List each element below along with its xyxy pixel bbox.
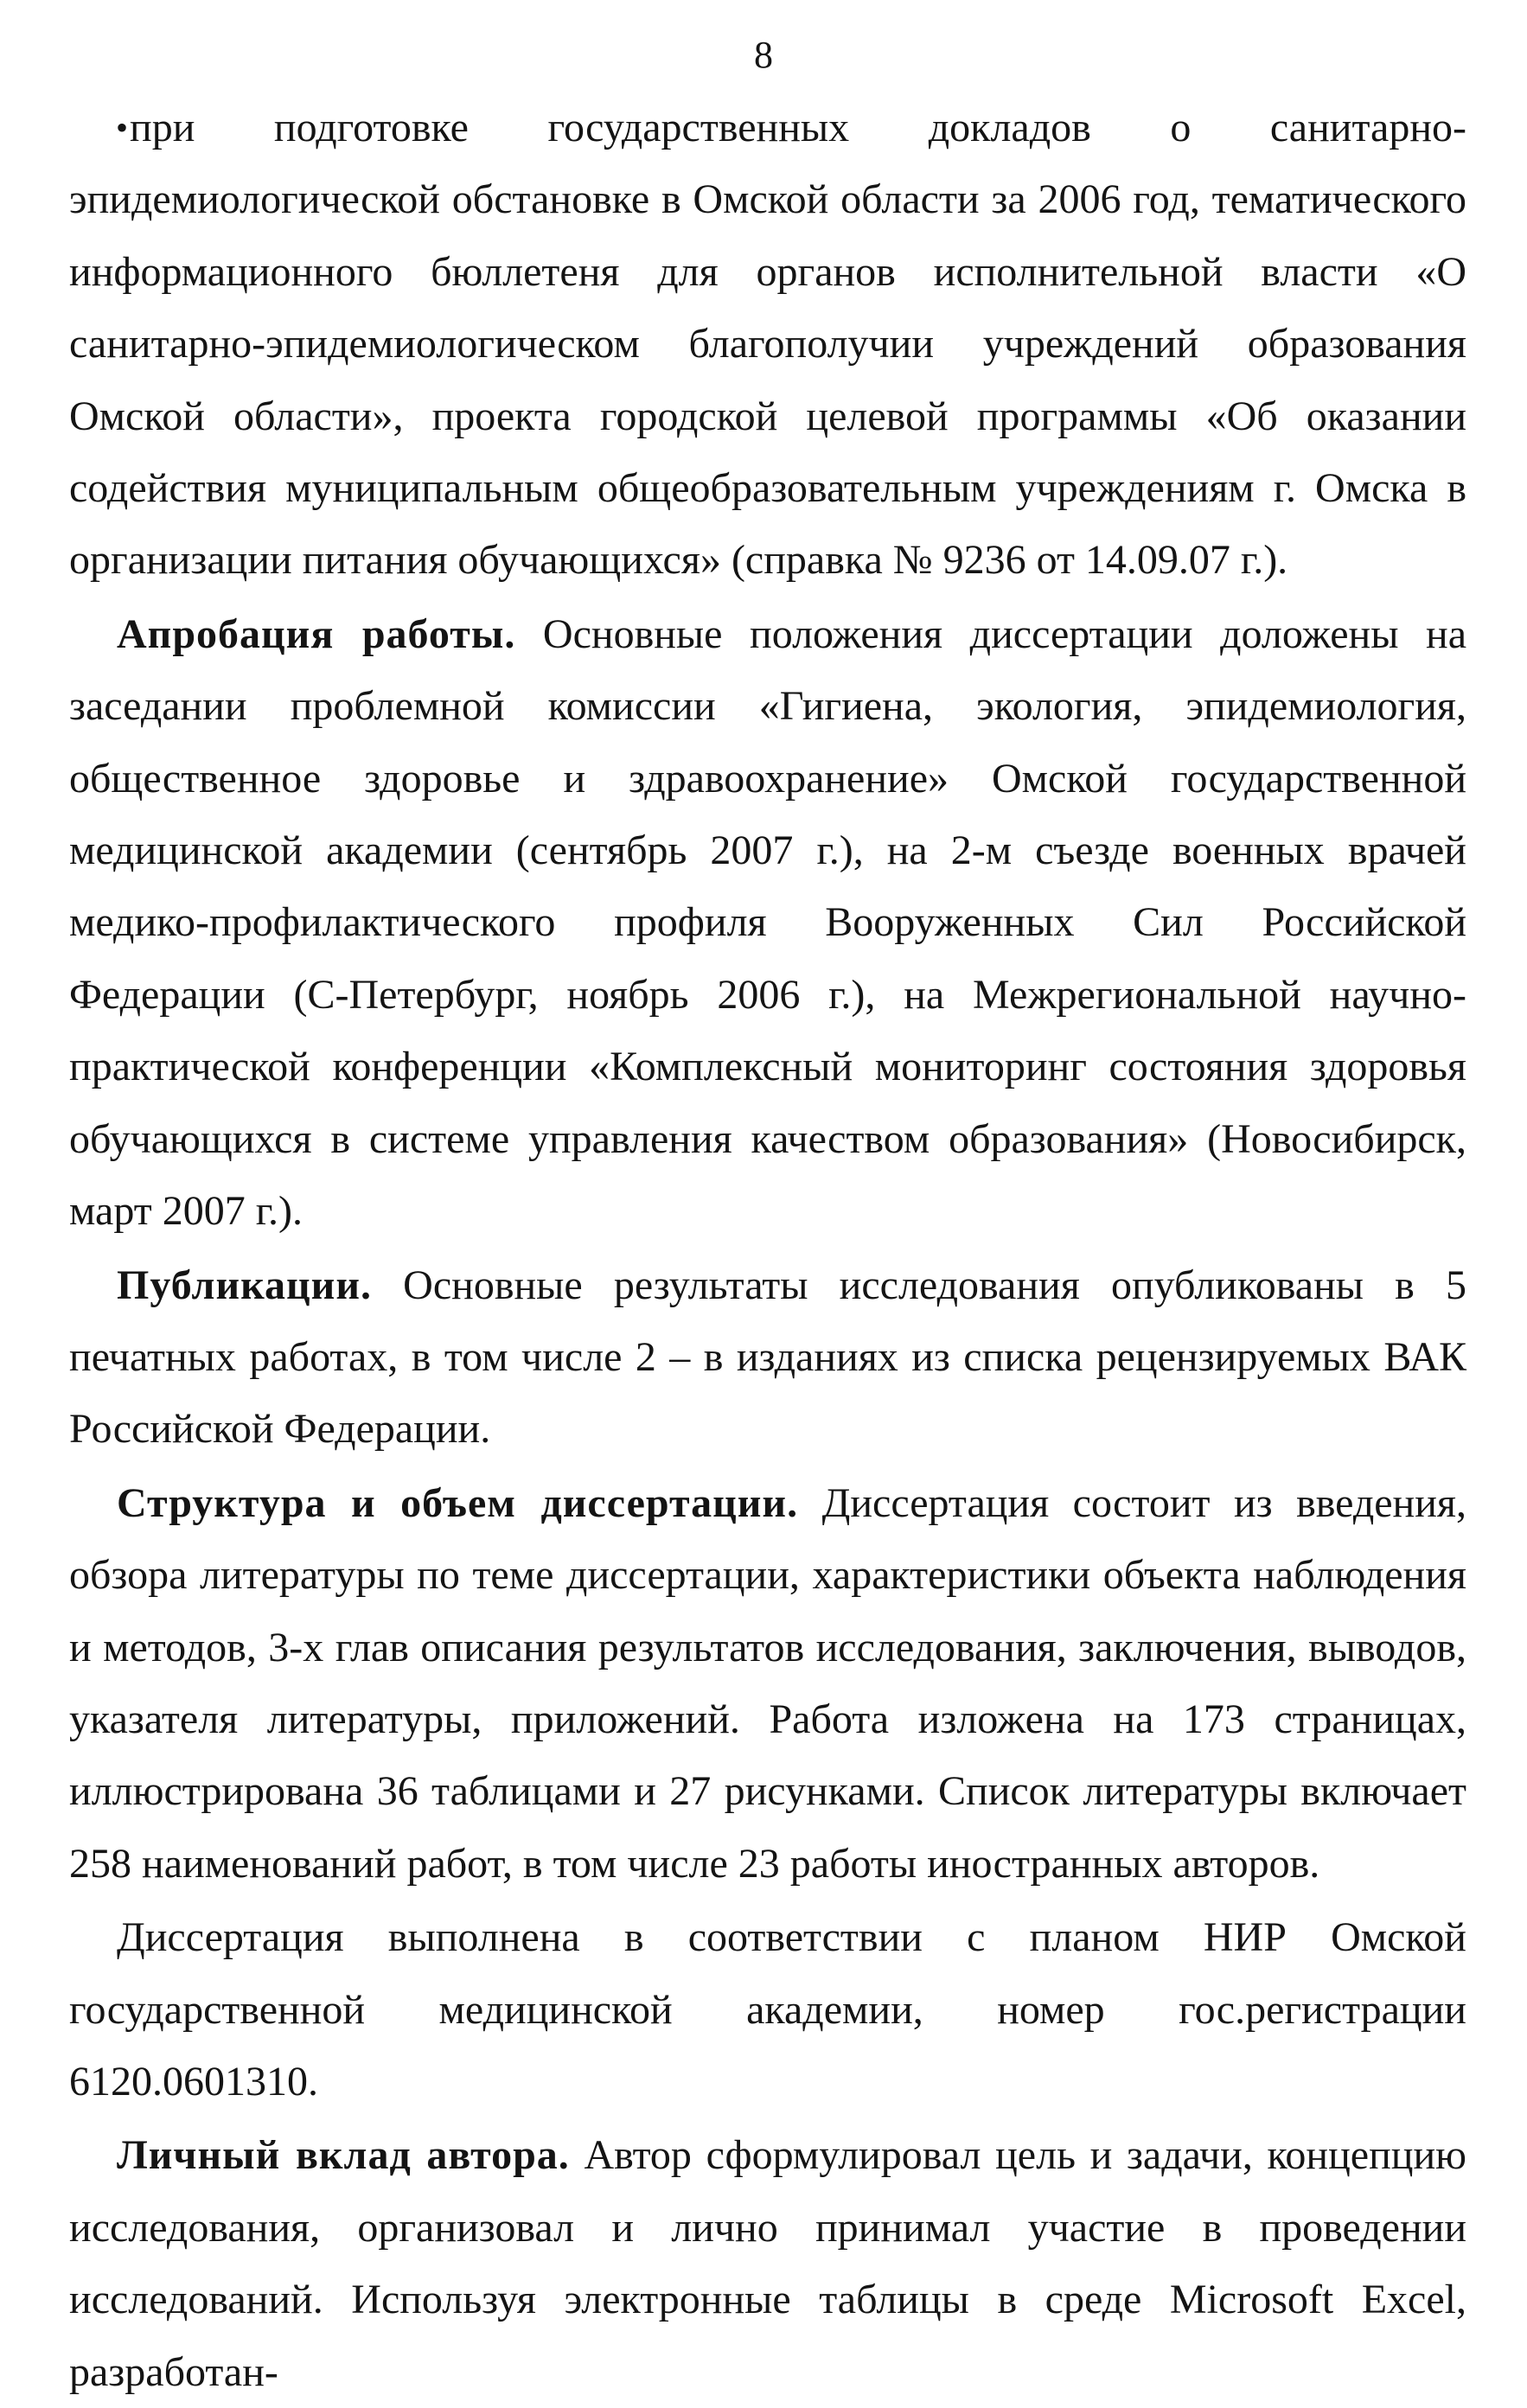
structure-text: Диссертация состоит из введения, обзора литературы по теме диссертации, характеристики объекта наблюдения и методов, 3-х глав описания результатов исследования, заключения, выводов, указателя литературы, приложений. Работа изложена на 173 страницах, иллюстрирована 36 таблицами и 27 рисунками. Список литературы включает 258 наименований работ, в том числе 23 работы иностранных авторов. — [69, 1479, 1467, 1887]
bullet-paragraph-text: при подготовке государственных докладов о санитарно-эпидемиологической обстановке в Омской области за 2006 год, тематического информационного бюллетеня для органов исполнительной власти «О санитарно-эпидемиологическом благополучии учреждений образования Омской области», проекта городской целевой программы «Об оказании содействия муниципальным общеобразовательным учреждениям г. Омска в организации питания обучающихся» (справка № 9236 от 14.09.07 г.). — [69, 105, 1466, 584]
structure-paragraph — [69, 1467, 1466, 1900]
approbation-paragraph — [69, 598, 1466, 1248]
structure-heading: Структура и объем диссертации. — [117, 1479, 799, 1526]
publications-text: Основные результаты исследования опубликованы в 5 печатных работах, в том числе 2 – в изданиях из списка рецензируемых ВАК Российской Федерации. — [69, 1261, 1467, 1453]
contribution-paragraph — [69, 2119, 1466, 2408]
contribution-text: Автор сформулировал цель и задачи, концепцию исследования, организовал и лично принимал участие в проведении исследований. Используя электронные таблицы в среде Microsoft Excel, разработан- — [69, 2132, 1467, 2395]
bullet-icon: • — [116, 108, 129, 147]
bullet-paragraph — [69, 92, 1466, 597]
publications-heading: Публикации. — [117, 1261, 372, 1308]
plan-paragraph — [69, 1901, 1466, 2117]
approbation-text: Основные положения диссертации доложены на заседании проблемной комиссии «Гигиена, экология, эпидемиология, общественное здоровье и здравоохранение» Омской государственной медицинской академии (сентябрь 2007 г.), на 2-м съезде военных врачей медико-профилактического профиля Вооруженных Сил Российской Федерации (С-Петербург, ноябрь 2006 г.), на Межрегиональной научно-практической конференции «Комплексный мониторинг состояния здоровья обучающихся в системе управления качеством образования» (Новосибирск, март 2007 г.). — [69, 610, 1467, 1235]
page-number: 8 — [754, 34, 773, 76]
plan-text: Диссертация выполнена в соответствии с планом НИР Омской государственной медицинской академии, номер гос.регистрации 6120.0601310. — [69, 1914, 1466, 2105]
approbation-heading: Апробация работы. — [117, 610, 516, 657]
document-body — [69, 92, 1466, 2408]
contribution-heading: Личный вклад автора. — [117, 2132, 570, 2179]
publications-paragraph — [69, 1249, 1466, 1466]
